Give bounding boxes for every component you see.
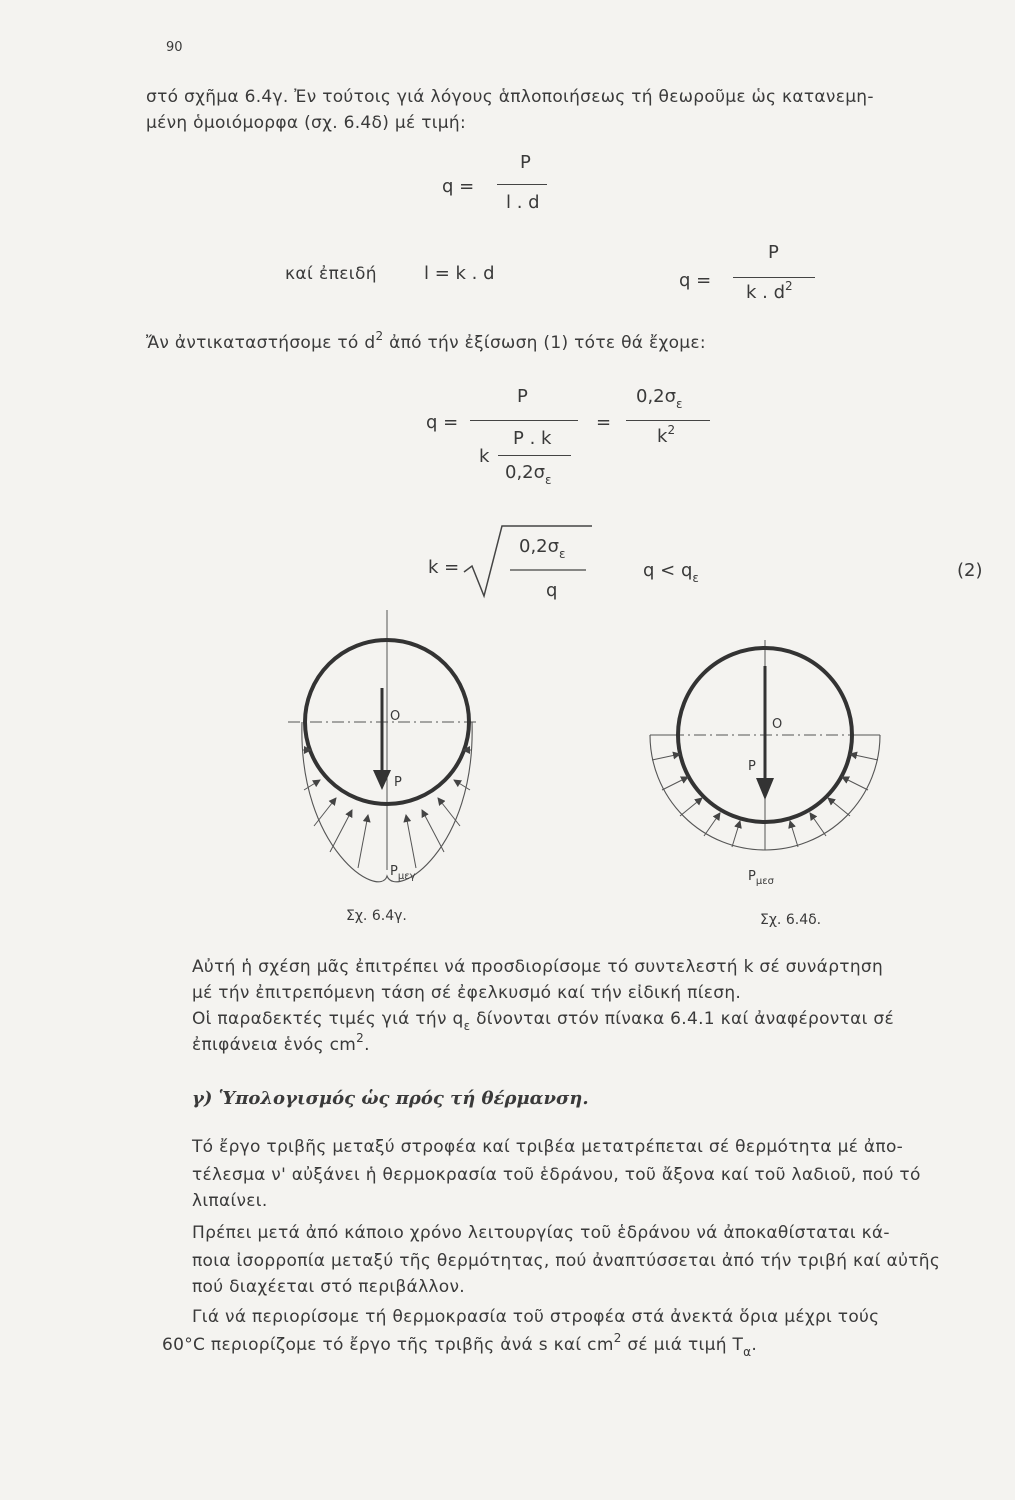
eq3-second-fraction-line [626, 420, 710, 421]
force-label: P [394, 775, 402, 790]
load-arrow-head-2 [756, 778, 774, 800]
eq3-second-denominator: $k^2$ [657, 423, 676, 447]
figure-6-4g [280, 600, 500, 890]
figure-6-4d [640, 630, 890, 890]
para2-line-2: ἐπιφάνεια ἑνός $cm^2$. [192, 1031, 370, 1055]
para3-line-2: τέλεσμα ν' αὐξάνει ἡ θερμοκρασία τοῦ ἑδράνου, τοῦ ἄξονα καί τοῦ λαδιοῦ, πού τό [192, 1165, 921, 1185]
eq2-denominator: k . $d^2$ [746, 279, 793, 303]
eq3-inner-denominator: $0,2\sigma_\varepsilon$ [505, 462, 552, 487]
eq2-numerator: P [768, 242, 779, 263]
eq3-inner-fraction-line [498, 455, 571, 456]
para3-line-1: Τό ἔργο τριβῆς μεταξύ στροφέα καί τριβέα μετατρέπεται σέ θερμότητα μέ ἀπο- [192, 1137, 904, 1157]
intro-line-1: στό σχῆμα 6.4γ. Ἐν τούτοις γιά λόγους ἁπλοποιήσεως τή θεωροῦμε ὡς κατανεμη- [146, 87, 874, 107]
eq3-second-numerator: $0,2\sigma_\varepsilon$ [636, 386, 683, 411]
eq3-inner-numerator: P . k [513, 428, 552, 449]
radical-sign [462, 522, 594, 602]
eq4-lhs: k = [428, 557, 460, 578]
eq2-text: καί ἐπειδή [285, 264, 377, 284]
para4-line-1: Πρέπει μετά ἀπό κάποιο χρόνο λειτουργίας τοῦ ἑδράνου νά ἀποκαθίσταται κά- [192, 1223, 890, 1243]
para4-line-2: ποια ἰσορροπία μεταξύ τῆς θερμότητας, πού ἀναπτύσσεται ἀπό τήν τριβή καί αὐτῆς [192, 1251, 941, 1271]
eq1-numerator: P [520, 152, 531, 173]
para5-line-2: 60°C περιορίζομε τό ἔργο τῆς τριβῆς ἀνά s καί $cm^2$ σέ μιά τιμή $T_\alpha$. [162, 1331, 758, 1359]
pressure-label: $P_{\mu\varepsilon\gamma}$ [390, 864, 416, 882]
eq1-fraction-line [497, 184, 547, 185]
center-label: O [390, 709, 401, 724]
page-number: 90 [166, 40, 183, 55]
caption-6-4d: Σχ. 6.4δ. [760, 912, 822, 928]
load-arrow-head [373, 770, 391, 790]
pressure-label-2: $P_{\mu\varepsilon\sigma}$ [748, 869, 774, 887]
equation-label: (2) [957, 560, 983, 581]
intro-line-2: μένη ὁμοιόμορφα (σχ. 6.4δ) μέ τιμή: [146, 113, 467, 133]
eq4-radicand-denominator: q [546, 580, 558, 601]
eq3-middle-equals: = [596, 412, 612, 433]
para5-line-1: Γιά νά περιορίσομε τή θερμοκρασία τοῦ στροφέα στά ἀνεκτά ὅρια μέχρι τούς [192, 1307, 880, 1327]
para4-line-3: πού διαχέεται στό περιβάλλον. [192, 1277, 465, 1297]
eq3-outer-fraction-line [470, 420, 578, 421]
para2-line-1: Οἱ παραδεκτές τιμές γιά τήν $q_\varepsilon$ δίνονται στόν πίνακα 6.4.1 καί ἀναφέρονται σέ [192, 1009, 894, 1033]
eq1-lhs: q = [442, 176, 475, 197]
eq3-k: k [479, 446, 490, 467]
caption-6-4g: Σχ. 6.4γ. [346, 908, 407, 924]
para3-line-3: λιπαίνει. [192, 1191, 268, 1211]
eq2-l-equals: l = k . d [424, 263, 495, 284]
eq3-lhs: q = [426, 412, 459, 433]
substitution-line: Ἄν ἀντικαταστήσομε τό $d^2$ ἀπό τήν ἐξίσωση (1) τότε θά ἔχομε: [146, 329, 706, 353]
eq4-radicand-numerator: $0,2\sigma_\varepsilon$ [519, 536, 566, 561]
center-label-2: O [772, 717, 783, 732]
eq3-outer-numerator: P [517, 386, 528, 407]
eq1-denominator: l . d [506, 192, 540, 213]
para1-line-1: Αὐτή ἡ σχέση μᾶς ἐπιτρέπει νά προσδιορίσομε τό συντελεστή k σέ συνάρτηση [192, 957, 884, 977]
eq4-condition: $q < q_\varepsilon$ [643, 560, 699, 585]
para1-line-2: μέ τήν ἐπιτρεπόμενη τάση σέ ἐφελκυσμό καί τήν εἰδική πίεση. [192, 983, 742, 1003]
force-label-2: P [748, 759, 756, 774]
eq2-lhs: q = [679, 270, 712, 291]
section-heading: γ) Ὑπολογισμός ὡς πρός τή θέρμανση. [192, 1088, 589, 1109]
eq2-fraction-line [733, 277, 815, 278]
